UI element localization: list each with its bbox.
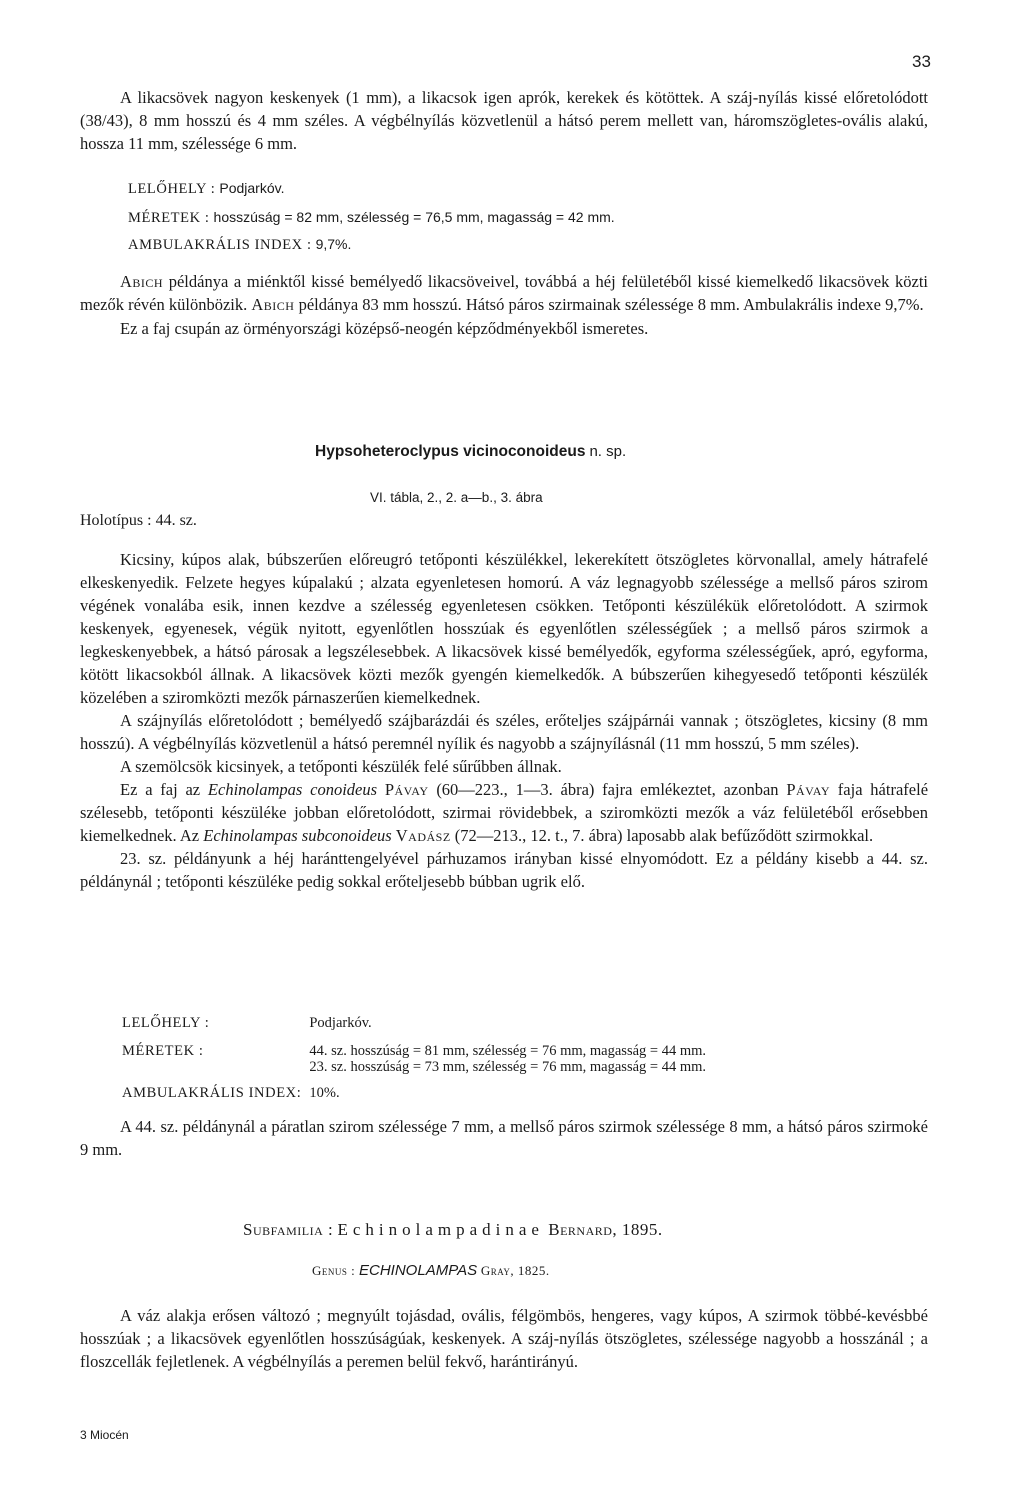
measurements-block (122, 1015, 714, 1101)
subfamily-name: Echinolampadinae (337, 1220, 544, 1239)
signature-footer: 3 Miocén (80, 1428, 129, 1442)
description-p4 (80, 778, 928, 847)
subfamily-heading (243, 1220, 663, 1240)
table-row (122, 1085, 714, 1101)
abich-text-a: példánya a miénktől kissé bemélyedő likacsöveivel, továbbá a héj felületéből kissé kiemelkedő likacsövek közti mezők révén különbözik. (80, 272, 928, 314)
ambulacral-value: 10%. (309, 1085, 340, 1101)
species-heading (315, 443, 626, 461)
table-row (122, 1043, 714, 1059)
p4-text: faja hátrafelé szélesebb, tetőponti készüléke jobban előretolódott, szirmai rövidebbek, a sziromközti mezők a váz felületéből erősebben kiemelkednek. Az (80, 780, 929, 845)
subfamily-author: Bernard, 1895. (548, 1220, 663, 1239)
measurements-label: MÉRETEK : (122, 1043, 204, 1059)
genus-label: Genus : (312, 1263, 356, 1278)
measurements-label: MÉRETEK : (128, 210, 210, 226)
measurement-row-44: 44. sz. hosszúság = 81 mm, szélesség = 76 mm, magasság = 44 mm. (309, 1043, 707, 1059)
description-p2: A szájnyílás előretolódott ; bemélyedő szájbarázdái és széles, erőteljes szájpárnái vannak ; ötszögletes, kicsiny (8 mm hosszú). A végbélnyílás közvetlenül a hátsó peremnél nyílik és nagyobb a szájnyílásnál (11 mm hosszú, 5 mm széles). (80, 711, 928, 753)
species-suffix: n. sp. (589, 443, 627, 460)
abich-text-b: példánya 83 mm hosszú. Hátsó páros szirmainak szélessége 8 mm. Ambulakrális indexe 9,7%. (294, 295, 924, 314)
species-name: Echinolampas conoideus (207, 780, 378, 799)
table-row (122, 1059, 714, 1075)
abich-paragraph (80, 270, 928, 316)
locality-value: Podjarkóv. (219, 180, 285, 196)
occurrence-paragraph: Ez a faj csupán az örményországi középső-neogén képződményekből ismeretes. (120, 319, 649, 338)
locality-label: LELŐHELY : (122, 1015, 210, 1031)
ambulacral-value: 9,7%. (315, 236, 352, 252)
genus-heading (312, 1262, 550, 1280)
p4-text: (60—223., 1—3. ábra) fajra emlékeztet, azonban (428, 780, 787, 799)
description-p1: Kicsiny, kúpos alak, búbszerűen előreugró tetőponti készülékkel, lekerekített ötszögletes körvonallal, amely hátrafelé elkeskenyedik. Felzete hegyes kúpalakú ; alzata egyenletesen homorú. A váz legnagyobb szélessége a mellső páros szirom végének vonalába esik, innen kezdve a szélesség egyenletesen csökken. Tetőponti készülékük előretolódott. A szirmok keskenyek, egyenesek, végük nyitott, egyenlőtlen hosszúak és egyenlőtlen szélességűek ; a mellső páros szirmok a legkeskenyebbek, a hátsó párosak a legszélesebbek. A likacsövek kissé bemélyedők, egyforma szélességűek, apró, egyforma, kötött likacsokból állnak. A likacsövek közti mezők gyengén kiemelkedők. A búbszerűen kihegyesedő tetőponti készülék közelében a sziromközti mezők párnaszerűen kiemelkednek. (80, 550, 928, 707)
p4-text: Ez a faj az (120, 780, 208, 799)
intro-paragraph: A likacsövek nagyon keskenyek (1 mm), a likacsok igen aprók, kerekek és kötöttek. A száj-nyílás kissé előretolódott (38/43), 8 mm hosszú és 4 mm széles. A végbélnyílás közvetlenül a hátsó perem mellett van, háromszögletes-ovális alakú, hossza 11 mm, szélessége 6 mm. (80, 88, 928, 153)
description-p5: 23. sz. példányunk a héj haránttengelyével párhuzamos irányban kissé elnyomódott. Ez a példány kisebb a 44. sz. példánynál ; tetőponti készüléke pedig sokkal erőteljesebb búbban ugrik elő. (80, 849, 928, 891)
ambulacral-label: AMBULAKRÁLIS INDEX: (122, 1085, 302, 1101)
subfamily-label: Subfamilia : (243, 1220, 334, 1239)
species-name: Echinolampas subconoideus (203, 826, 392, 845)
description-section (80, 548, 928, 893)
measurement-row-23: 23. sz. hosszúság = 73 mm, szélesség = 76 mm, magasság = 44 mm. (309, 1059, 707, 1075)
measurements-line (128, 209, 615, 227)
genus-author: Gray, 1825. (480, 1263, 550, 1278)
plate-reference: VI. tábla, 2., 2. a—b., 3. ábra (370, 490, 543, 505)
description-p3: A szemölcsök kicsinyek, a tetőponti készülék felé sűrűbben állnak. (120, 757, 562, 776)
p4-text: (72—213., 12. t., 7. ábra) laposabb alak befűződött szirmokkal. (450, 826, 874, 845)
genus-description: A váz alakja erősen változó ; megnyúlt tojásdad, ovális, félgömbös, hengeres, vagy kúpos, A szirmok többé-kevésbbé hosszúak ; a likacsövek egyenlőtlen hosszúságúak, keskenyek. A száj-nyílás ötszögletes, szélessége nagyobb a hosszánál ; a floszcellák fejletlenek. A végbélnyílás a peremen belül fekvő, harántirányú. (80, 1306, 928, 1371)
top-section (80, 86, 928, 155)
genus-description-section (80, 1304, 928, 1373)
page-number: 33 (912, 52, 931, 71)
author-name: Pávay (384, 780, 429, 799)
measurements-table (122, 1015, 714, 1101)
author-name: Abich (120, 272, 164, 291)
author-name: Vadász (395, 826, 451, 845)
ambulacral-label: AMBULAKRÁLIS INDEX : (128, 237, 312, 253)
abich-section (80, 270, 928, 340)
petal-width-section (80, 1115, 928, 1161)
ambulacral-line (128, 236, 351, 254)
measurements-value: hosszúság = 82 mm, szélesség = 76,5 mm, magasság = 42 mm. (213, 209, 615, 225)
petal-width-paragraph: A 44. sz. példánynál a páratlan szirom szélessége 7 mm, a mellső páros szirmok szélessége 8 mm, a hátsó páros szirmoké 9 mm. (80, 1117, 928, 1159)
p4-text (377, 780, 385, 799)
locality-value: Podjarkóv. (309, 1015, 372, 1031)
author-name: Abich (251, 295, 295, 314)
holotype-label: Holotípus : 44. sz. (80, 512, 197, 529)
genus-name: ECHINOLAMPAS (359, 1262, 478, 1279)
locality-label: LELŐHELY : (128, 181, 216, 197)
author-name: Pávay (786, 780, 831, 799)
table-row (122, 1015, 714, 1031)
locality-line (128, 180, 284, 198)
species-title: Hypsoheteroclypus vicinoconoideus (315, 443, 586, 460)
